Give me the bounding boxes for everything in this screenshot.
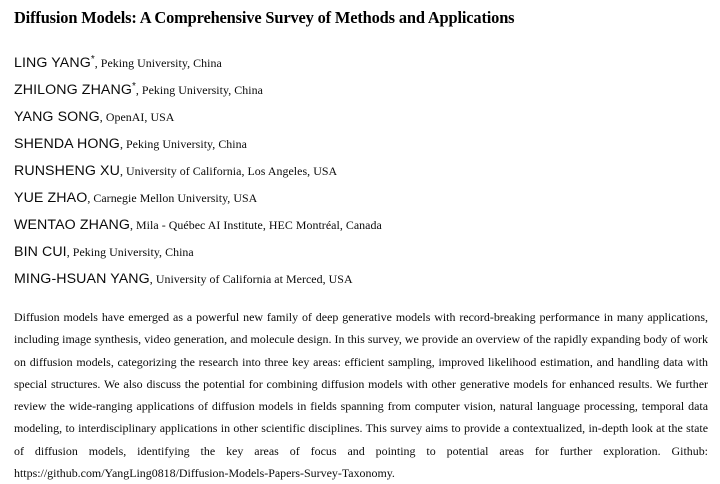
author-name: SHENDA HONG xyxy=(14,136,120,152)
author-entry-1 xyxy=(14,49,708,76)
author-affiliation: , Peking University, China xyxy=(135,83,263,97)
equal-contribution-marker: * xyxy=(90,53,95,65)
author-entry-5 xyxy=(14,157,708,184)
abstract-section xyxy=(14,306,708,484)
author-entry-7 xyxy=(14,211,708,238)
author-name: MING-HSUAN YANG xyxy=(14,271,150,287)
author-entry-4 xyxy=(14,130,708,157)
author-affiliation: , University of California at Merced, USA xyxy=(149,272,353,286)
author-affiliation: , Mila - Québec AI Institute, HEC Montréal, Canada xyxy=(130,218,382,232)
author-name: LING YANG xyxy=(14,55,91,71)
author-list xyxy=(14,49,708,292)
author-affiliation: , Peking University, China xyxy=(119,137,247,151)
author-name: RUNSHENG XU xyxy=(14,163,120,179)
abstract-text: Diffusion models have emerged as a powerful new family of deep generative models with record-breaking performance in many applications, including image synthesis, video generation, and molecule design. In this survey, we provide an overview of the rapidly expanding body of work on diffusion models, categorizing the research into three key areas: efficient sampling, improved likelihood estimation, and handling data with special structures. We also discuss the potential for combining diffusion models with other generative models for enhanced results. We further review the wide-ranging applications of diffusion models in fields spanning from computer vision, natural language processing, temporal data modeling, to interdisciplinary applications in other scientific disciplines. This survey aims to provide a contextualized, in-depth look at the state of diffusion models, identifying the key areas of focus and pointing to potential areas for further exploration. Github: https://github.com/YangLing0818/Diffusion-Models-Papers-Survey-Taxonomy. xyxy=(14,310,708,481)
author-name: ZHILONG ZHANG xyxy=(14,82,132,98)
author-affiliation: , University of California, Los Angeles, USA xyxy=(119,164,338,178)
author-entry-3 xyxy=(14,103,708,130)
author-name: YANG SONG xyxy=(14,109,100,125)
author-entry-8 xyxy=(14,238,708,265)
author-affiliation: , OpenAI, USA xyxy=(99,110,175,124)
author-affiliation: , Carnegie Mellon University, USA xyxy=(87,191,258,205)
equal-contribution-marker: * xyxy=(131,80,136,92)
author-affiliation: , Peking University, China xyxy=(66,245,194,259)
author-entry-2 xyxy=(14,76,708,103)
author-name: YUE ZHAO xyxy=(14,190,88,206)
author-entry-9 xyxy=(14,265,708,292)
author-entry-6 xyxy=(14,184,708,211)
author-affiliation: , Peking University, China xyxy=(94,56,222,70)
author-name: WENTAO ZHANG xyxy=(14,217,131,233)
author-name: BIN CUI xyxy=(14,244,67,260)
page-title: Diffusion Models: A Comprehensive Survey of Methods and Applications xyxy=(14,8,515,27)
